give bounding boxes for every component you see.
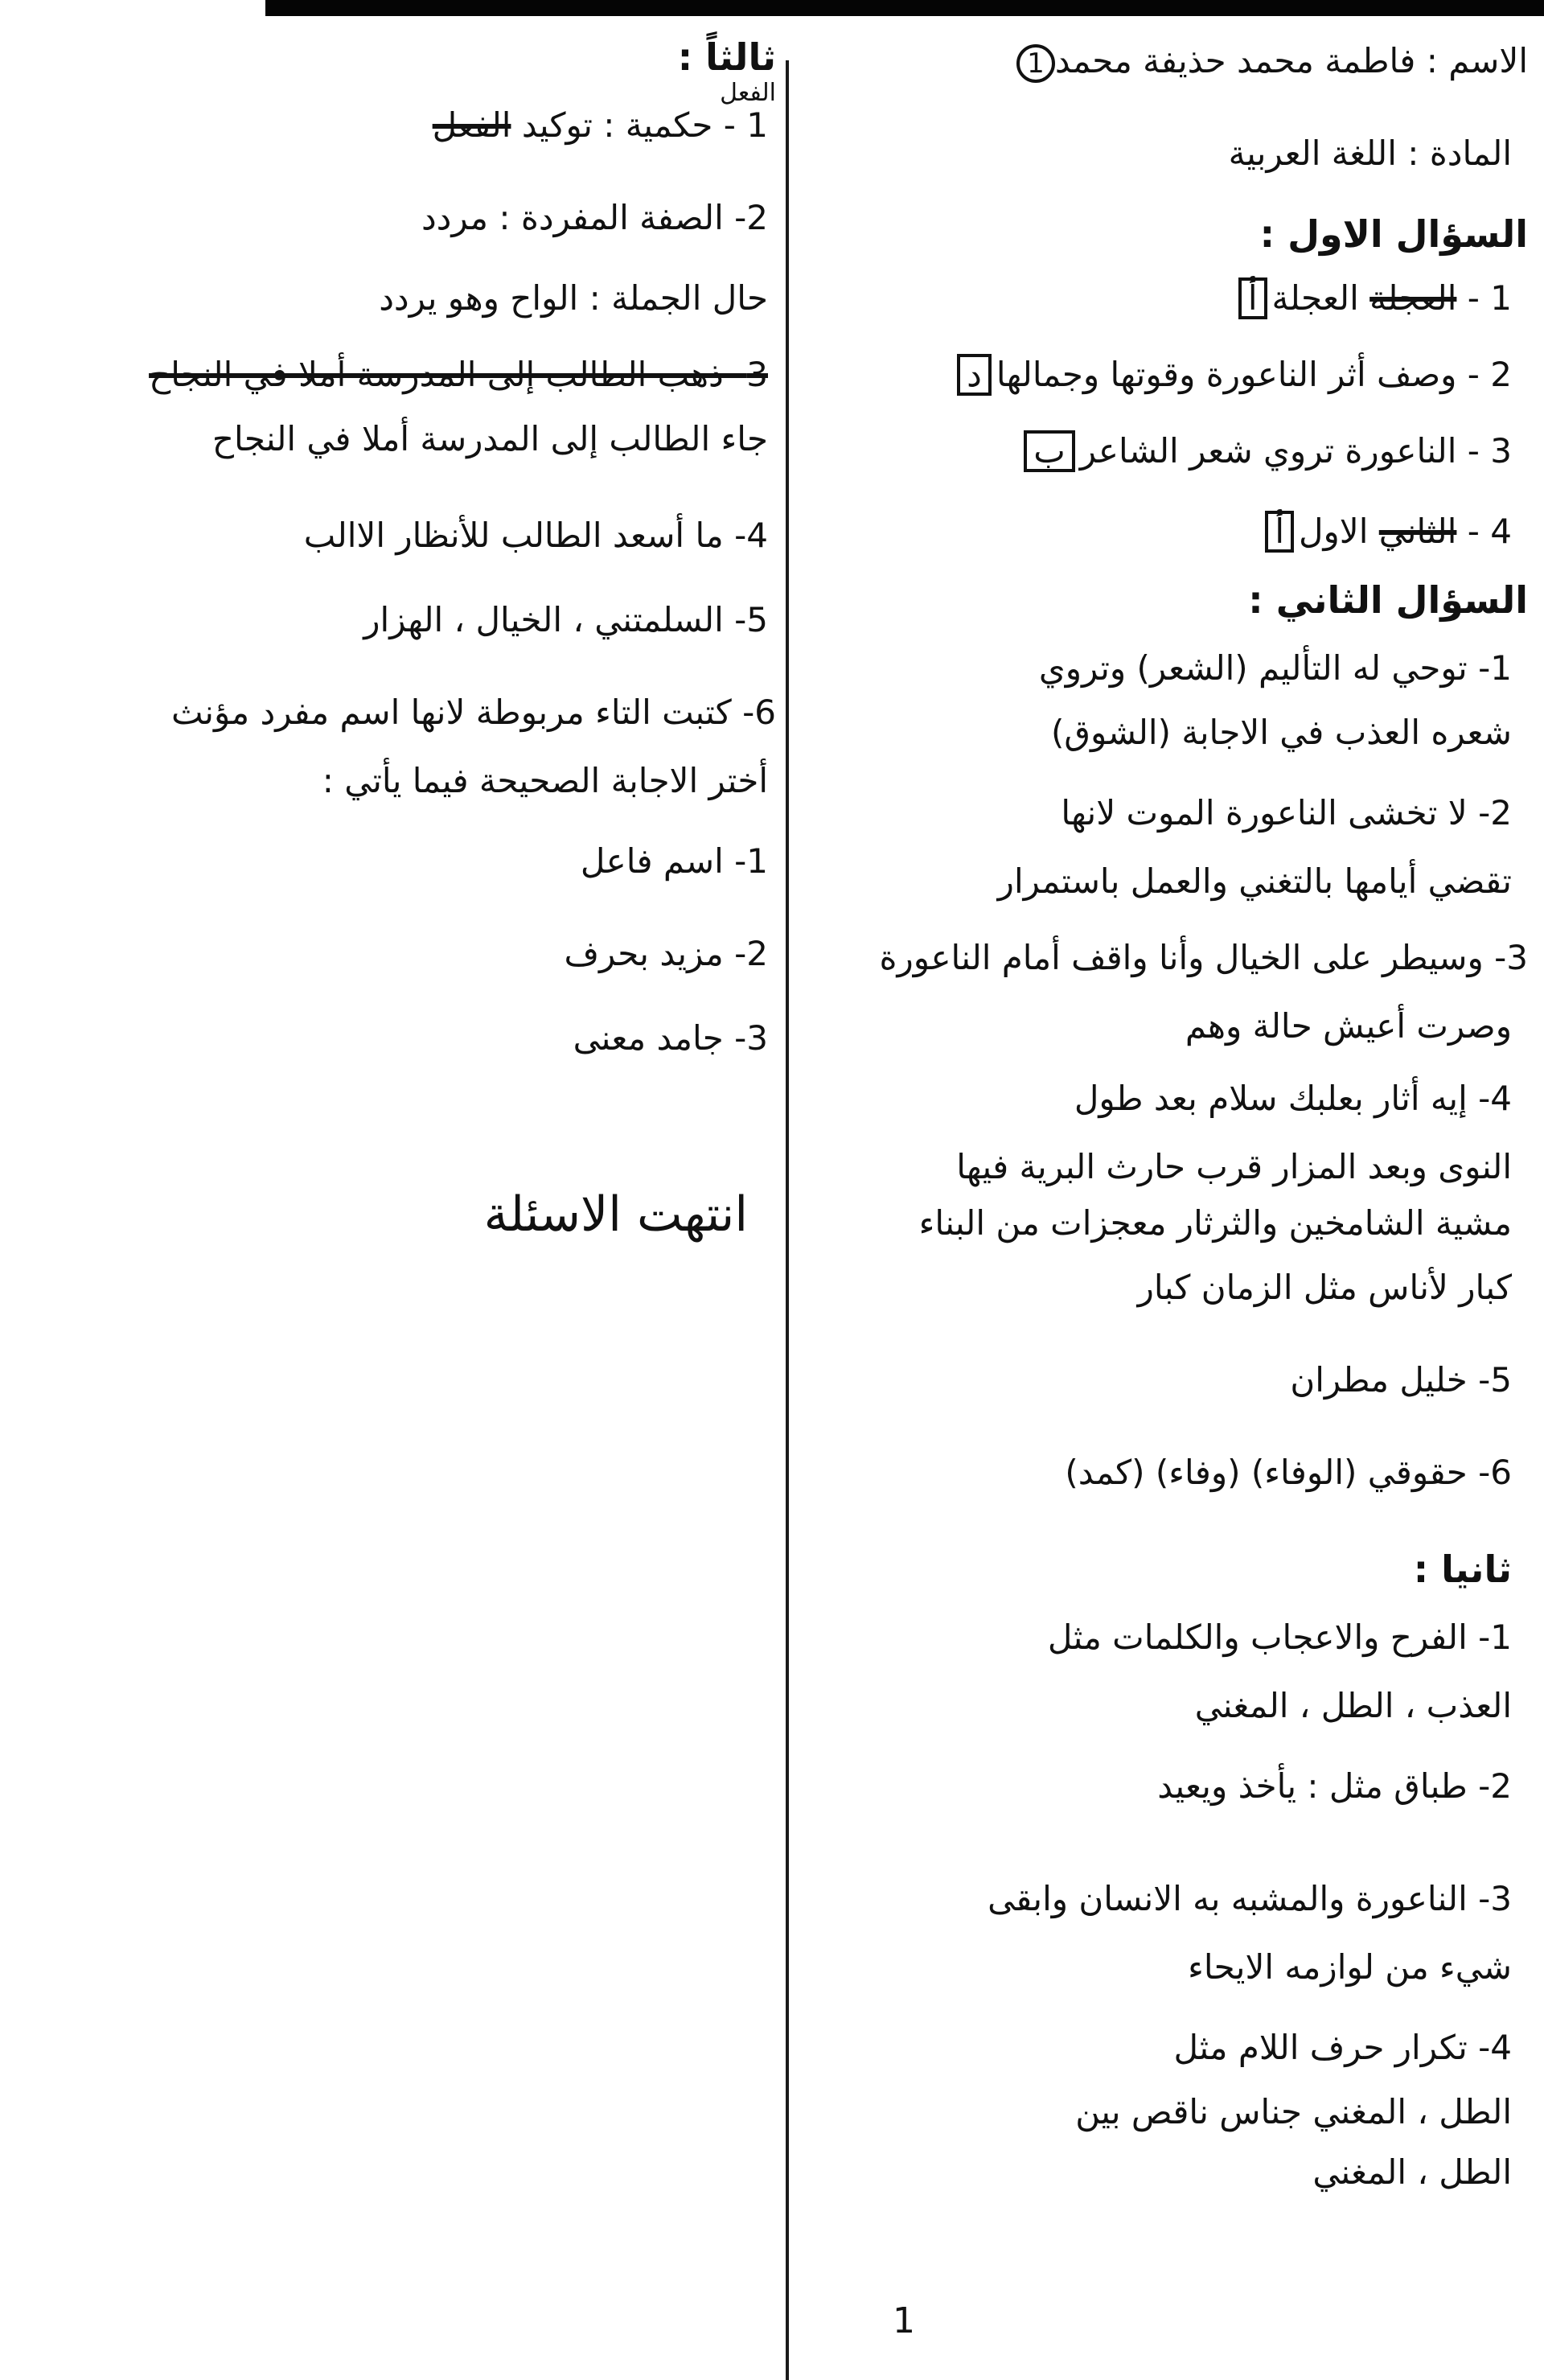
thirdly-2-line-2: حال الجملة : الواح وهو يردد <box>379 278 768 318</box>
question-two-title: السؤال الثاني : <box>1248 578 1528 622</box>
secondly-1-line-2: العذب ، الطل ، المغني <box>1194 1686 1512 1725</box>
secondly-4-line-3: الطل ، المغني <box>1312 2152 1512 2192</box>
q2-answer-3-line-1: 3- وسيطر على الخيال وأنا واقف أمام الناعورة <box>879 938 1528 977</box>
q1-item-2: 2 - وصف أثر الناعورة وقوتها وجمالهاد <box>952 354 1512 396</box>
thirdly-6: 6- كتبت التاء مربوطة لانها اسم مفرد مؤنث <box>171 693 776 732</box>
q2-answer-4-line-3: مشية الشامخين والثرثار معجزات من البناء <box>918 1203 1512 1243</box>
q2-answer-5: 5- خليل مطران <box>1290 1360 1512 1400</box>
secondly-4-line-1: 4- تكرار حرف اللام مثل <box>1173 2028 1512 2067</box>
q2-answer-1-line-2: شعره العذب في الاجابة (الشوق) <box>1050 713 1512 752</box>
q1-item-3: 3 - الناعورة تروي شعر الشاعرب <box>1019 430 1512 472</box>
secondly-3-line-1: 3- الناعورة والمشبه به الانسان وابقى <box>988 1879 1512 1918</box>
thirdly-1-note: الفعل <box>720 79 776 107</box>
name-circle-mark: 1 <box>1016 44 1055 83</box>
q2-answer-3-line-2: وصرت أعيش حالة وهم <box>1185 1006 1512 1046</box>
end-of-questions: انتهت الاسئلة <box>483 1186 748 1243</box>
thirdly-3: جاء الطالب إلى المدرسة أملا في النجاح <box>211 419 768 458</box>
choose-instruction: أختر الاجابة الصحيحة فيما يأتي : <box>322 761 768 800</box>
secondly-1-line-1: 1- الفرح والاعجاب والكلمات مثل <box>1047 1617 1512 1657</box>
secondly-title: ثانيا : <box>1413 1548 1512 1591</box>
q1-item-1: 1 - العجلة العجلةأ <box>1234 277 1512 319</box>
question-one-title: السؤال الاول : <box>1259 212 1528 256</box>
thirdly-title: ثالثاً : <box>677 35 776 79</box>
thirdly-5: 5- السلمتني ، الخيال ، الهزار <box>363 600 768 639</box>
q2-answer-2-line-2: تقضي أيامها بالتغني والعمل باستمرار <box>997 861 1512 901</box>
subject-line: المادة : اللغة العربية <box>1228 134 1512 173</box>
q2-answer-4-line-4: كبار لأناس مثل الزمان كبار <box>1137 1268 1512 1307</box>
thirdly-4: 4- ما أسعد الطالب للأنظار الاالب <box>303 516 768 555</box>
q1-item-4: 4 - الثاني الاولأ <box>1260 511 1512 553</box>
q2-answer-4-line-2: النوى وبعد المزار قرب حارث البرية فيها <box>956 1147 1512 1186</box>
q2-answer-2-line-1: 2- لا تخشى الناعورة الموت لانها <box>1061 793 1512 832</box>
q2-answer-4-line-1: 4- إيه أثار بعلبك سلام بعد طول <box>1074 1079 1512 1118</box>
right-column <box>792 0 1544 2380</box>
page-number: 1 <box>893 2300 915 2341</box>
secondly-3-line-2: شيء من لوازمه الايحاء <box>1188 1947 1512 1987</box>
secondly-4-line-2: الطل ، المغني جناس ناقص بين <box>1075 2092 1512 2131</box>
secondly-2: 2- طباق مثل : يأخذ ويعيد <box>1157 1766 1512 1806</box>
name-line: الاسم : فاطمة محمد حذيفة محمد1 <box>1010 40 1528 83</box>
choice-1: 1- اسم فاعل <box>580 841 768 881</box>
thirdly-2-line-1: 2- الصفة المفردة : مردد <box>421 198 768 237</box>
q2-answer-1-line-1: 1- توحي له التأليم (الشعر) وتروي <box>1038 648 1512 688</box>
q2-answer-6: 6- حقوقي (الوفاء) (وفاء) (كمد) <box>1065 1453 1512 1492</box>
thirdly-1: 1 - حكمية : توكيد الفعل <box>432 105 768 145</box>
column-divider <box>786 60 789 2380</box>
choice-2: 2- مزيد بحرف <box>564 934 768 973</box>
choice-3: 3- جامد معنى <box>573 1018 768 1058</box>
thirdly-3-struck: 3- ذهب الطالب إلى المدرسة أملا في النجاح <box>149 355 768 394</box>
